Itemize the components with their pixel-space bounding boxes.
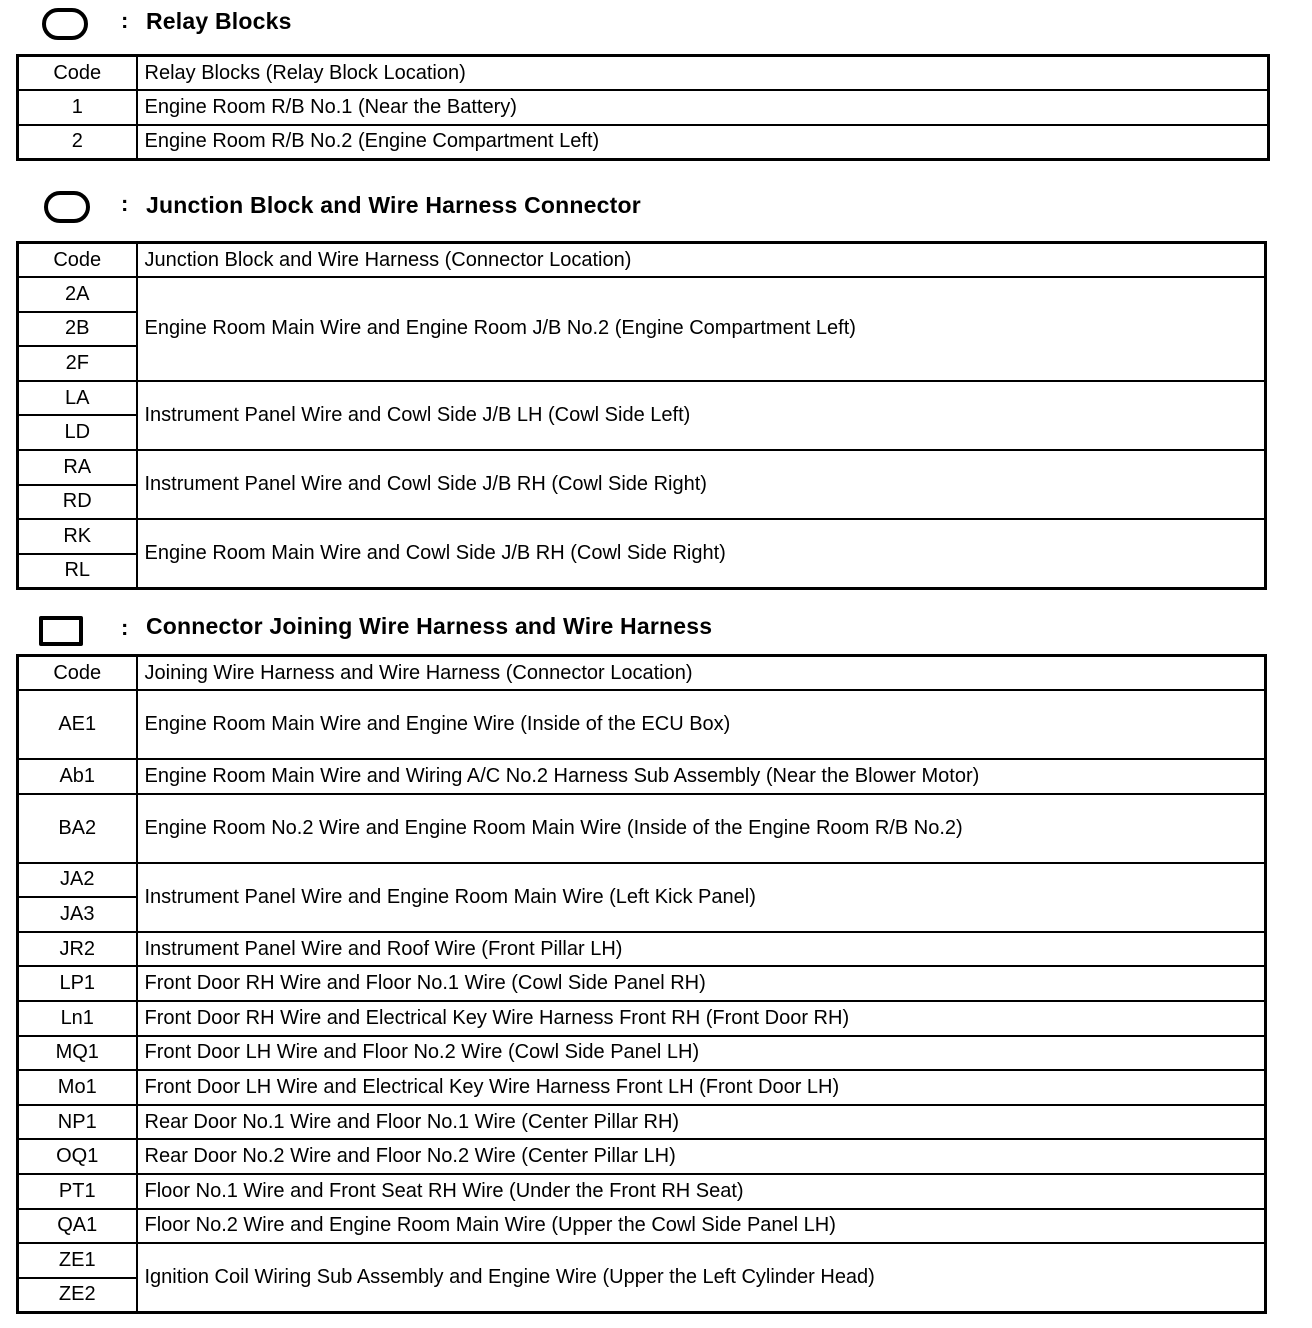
desc-cell: Engine Room Main Wire and Engine Wire (Inside of the ECU Box) [137,690,1266,759]
connector-section-title: Connector Joining Wire Harness and Wire Harness [146,613,713,639]
code-cell: OQ1 [18,1139,137,1174]
table-row [18,863,1266,898]
code-cell: MQ1 [18,1036,137,1071]
code-cell: ZE1 [18,1243,137,1278]
desc-cell: Engine Room R/B No.1 (Near the Battery) [137,90,1269,125]
table-row [18,1070,1266,1105]
table-row [18,966,1266,1001]
table-row [18,1001,1266,1036]
table-row [18,1243,1266,1278]
table-row [18,450,1266,485]
table-row [18,90,1269,125]
table-header-row [18,243,1266,278]
table-header-row [18,656,1266,691]
code-cell: Ln1 [18,1001,137,1036]
code-cell: Ab1 [18,759,137,794]
code-header: Code [18,656,137,691]
code-cell: 1 [18,90,137,125]
desc-cell: Front Door LH Wire and Floor No.2 Wire (Cowl Side Panel LH) [137,1036,1266,1071]
section-colon: : [121,191,129,216]
oval-symbol-icon [44,191,90,223]
junction-section-title: Junction Block and Wire Harness Connector [146,192,641,218]
desc-cell: Engine Room Main Wire and Wiring A/C No.2 Harness Sub Assembly (Near the Blower Motor) [137,759,1266,794]
desc-cell: Instrument Panel Wire and Cowl Side J/B LH (Cowl Side Left) [137,381,1266,450]
code-cell: LP1 [18,966,137,1001]
desc-header: Joining Wire Harness and Wire Harness (Connector Location) [137,656,1266,691]
code-cell: BA2 [18,794,137,863]
table-row [18,1209,1266,1244]
code-header: Code [18,243,137,278]
connector-table [16,654,1267,1314]
table-row [18,1139,1266,1174]
relay-section-header [0,4,1312,44]
desc-cell: Front Door RH Wire and Floor No.1 Wire (Cowl Side Panel RH) [137,966,1266,1001]
code-cell: RA [18,450,137,485]
code-header: Code [18,56,137,91]
desc-cell: Floor No.1 Wire and Front Seat RH Wire (Under the Front RH Seat) [137,1174,1266,1209]
code-cell: 2A [18,277,137,312]
code-cell: Mo1 [18,1070,137,1105]
desc-cell: Instrument Panel Wire and Cowl Side J/B RH (Cowl Side Right) [137,450,1266,519]
table-row [18,1174,1266,1209]
code-cell: PT1 [18,1174,137,1209]
code-cell: AE1 [18,690,137,759]
code-cell: LD [18,415,137,450]
table-row [18,1105,1266,1140]
code-cell: RL [18,554,137,589]
desc-cell: Front Door LH Wire and Electrical Key Wire Harness Front LH (Front Door LH) [137,1070,1266,1105]
code-cell: LA [18,381,137,416]
code-cell: JR2 [18,932,137,967]
table-row [18,1036,1266,1071]
table-row [18,381,1266,416]
table-row [18,794,1266,863]
table-header-row [18,56,1269,91]
junction-section-header [0,188,1312,228]
table-row [18,759,1266,794]
code-cell: JA3 [18,897,137,932]
table-row [18,277,1266,312]
connector-section-header [0,608,1312,648]
desc-cell: Ignition Coil Wiring Sub Assembly and Engine Wire (Upper the Left Cylinder Head) [137,1243,1266,1312]
table-row [18,519,1266,554]
code-cell: 2 [18,125,137,160]
desc-cell: Engine Room Main Wire and Cowl Side J/B RH (Cowl Side Right) [137,519,1266,588]
code-cell: NP1 [18,1105,137,1140]
desc-header: Junction Block and Wire Harness (Connector Location) [137,243,1266,278]
desc-header: Relay Blocks (Relay Block Location) [137,56,1269,91]
table-row [18,690,1266,759]
code-cell: 2F [18,346,137,381]
code-cell: QA1 [18,1209,137,1244]
desc-cell: Engine Room No.2 Wire and Engine Room Main Wire (Inside of the Engine Room R/B No.2) [137,794,1266,863]
code-cell: ZE2 [18,1278,137,1313]
table-row [18,932,1266,967]
desc-cell: Front Door RH Wire and Electrical Key Wire Harness Front RH (Front Door RH) [137,1001,1266,1036]
relay-table [16,54,1270,161]
code-cell: RD [18,485,137,520]
rounded-rect-symbol-icon [42,8,88,40]
desc-cell: Rear Door No.2 Wire and Floor No.2 Wire (Center Pillar LH) [137,1139,1266,1174]
table-row [18,125,1269,160]
desc-cell: Floor No.2 Wire and Engine Room Main Wire (Upper the Cowl Side Panel LH) [137,1209,1266,1244]
desc-cell: Engine Room Main Wire and Engine Room J/B No.2 (Engine Compartment Left) [137,277,1266,381]
section-colon: : [121,8,129,33]
code-cell: RK [18,519,137,554]
relay-section-title: Relay Blocks [146,8,292,34]
desc-cell: Instrument Panel Wire and Roof Wire (Front Pillar LH) [137,932,1266,967]
desc-cell: Engine Room R/B No.2 (Engine Compartment Left) [137,125,1269,160]
junction-table [16,241,1267,590]
desc-cell: Instrument Panel Wire and Engine Room Main Wire (Left Kick Panel) [137,863,1266,932]
code-cell: 2B [18,312,137,347]
code-cell: JA2 [18,863,137,898]
desc-cell: Rear Door No.1 Wire and Floor No.1 Wire (Center Pillar RH) [137,1105,1266,1140]
section-colon: : [121,615,129,640]
square-symbol-icon [39,616,83,646]
